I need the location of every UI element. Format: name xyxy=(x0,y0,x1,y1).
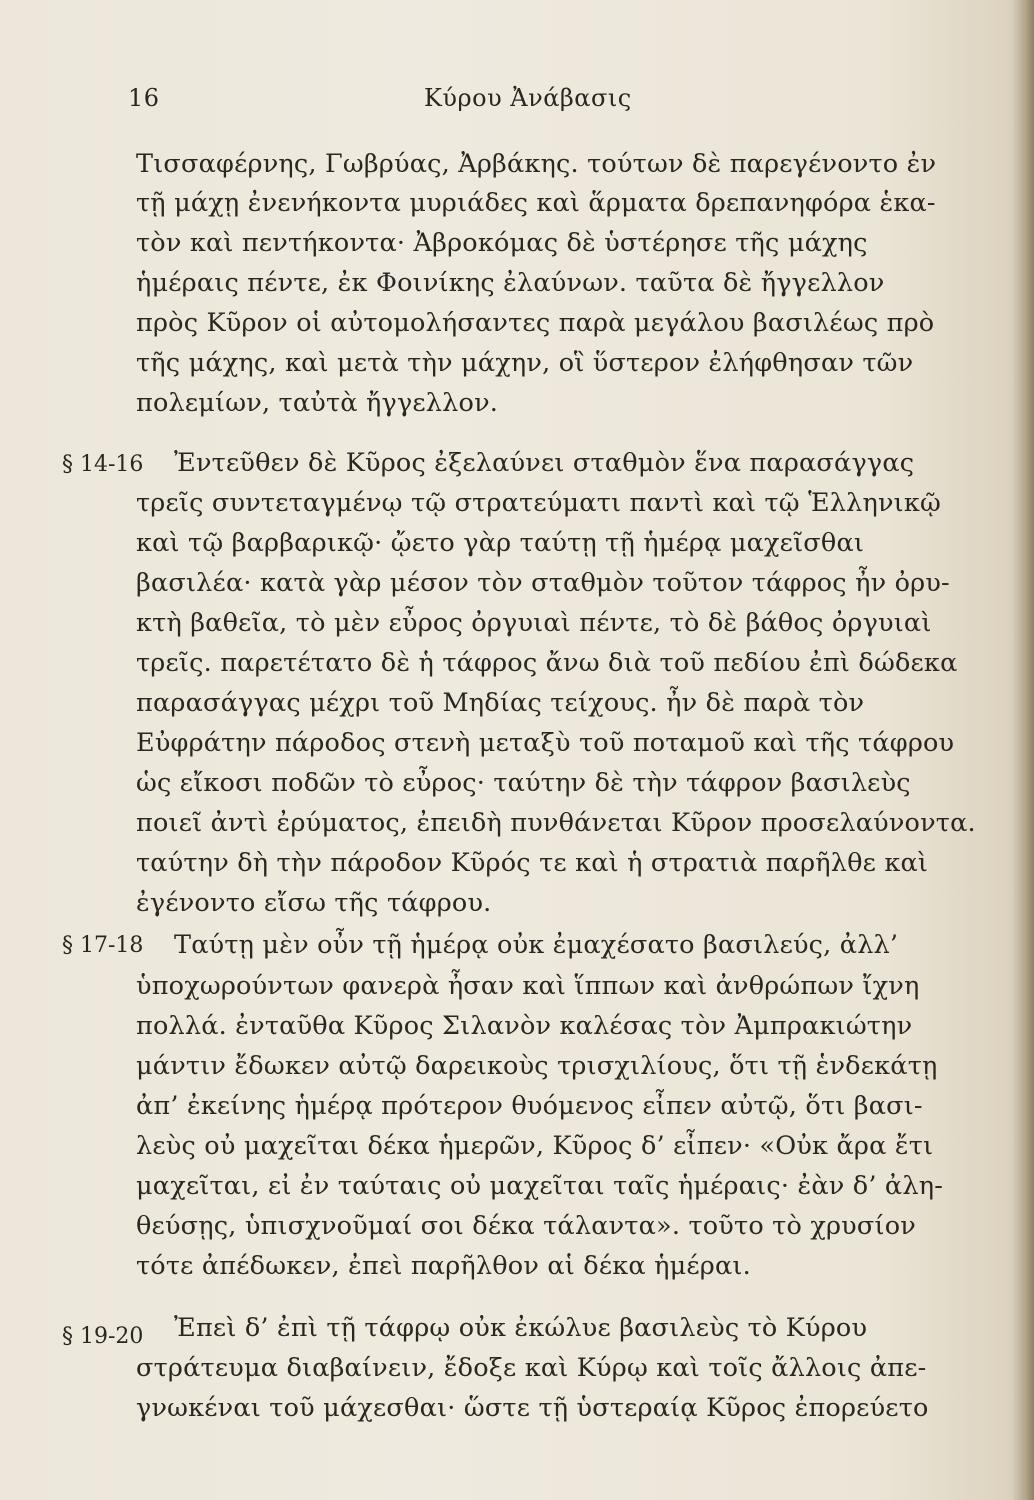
text-line: παρασάγγας μέχρι τοῦ Μηδίας τείχους. ἦν δὲ παρὰ τὸν xyxy=(136,688,865,718)
text-line: Εὐφράτην πάροδος στενὴ μεταξὺ τοῦ ποταμοῦ καὶ τῆς τάφρου xyxy=(136,728,955,758)
text-line: τῆς μάχης, καὶ μετὰ τὴν μάχην, οἳ ὕστερον ἐλήφθησαν τῶν xyxy=(136,348,914,378)
text-line: γνωκέναι τοῦ μάχεσθαι· ὥστε τῇ ὑστεραίᾳ Κῦρος ἐπορεύετο xyxy=(136,1393,929,1423)
section-marker: § 14-16 xyxy=(62,452,144,477)
page-number: 16 xyxy=(128,84,160,112)
text-line: τῇ μάχῃ ἐνενήκοντα μυριάδες καὶ ἅρματα δρεπανηφόρα ἑκα- xyxy=(136,188,936,218)
text-line: Ἐπεὶ δ’ ἐπὶ τῇ τάφρῳ οὐκ ἐκώλυε βασιλεὺς τὸ Κύρου xyxy=(174,1313,868,1343)
text-line: στράτευμα διαβαίνειν, ἔδοξε καὶ Κύρῳ καὶ τοῖς ἄλλοις ἀπε- xyxy=(136,1353,927,1383)
section-marker: § 19-20 xyxy=(62,1324,144,1349)
text-line: Τισσαφέρνης, Γωβρύας, Ἀρβάκης. τούτων δὲ παρεγένοντο ἐν xyxy=(136,149,937,179)
text-line: θεύσῃς, ὑπισχνοῦμαί σοι δέκα τάλαντα». τοῦτο τὸ χρυσίον xyxy=(136,1211,916,1241)
text-line: πρὸς Κῦρον οἱ αὐτομολήσαντες παρὰ μεγάλου βασιλέως πρὸ xyxy=(136,308,935,338)
text-line: ποιεῖ ἀντὶ ἐρύματος, ἐπειδὴ πυνθάνεται Κῦρον προσελαύνοντα. xyxy=(136,808,976,838)
text-line: Ταύτῃ μὲν οὖν τῇ ἡμέρᾳ οὐκ ἐμαχέσατο βασιλεύς, ἀλλ’ xyxy=(174,930,899,960)
text-line: κτὴ βαθεῖα, τὸ μὲν εὖρος ὀργυιαὶ πέντε, τὸ δὲ βάθος ὀργυιαὶ xyxy=(136,608,932,638)
section-marker: § 17-18 xyxy=(62,933,144,958)
text-line: λεὺς οὐ μαχεῖται δέκα ἡμερῶν, Κῦρος δ’ εἶπεν· «Οὐκ ἄρα ἔτι xyxy=(136,1131,934,1161)
text-line: μάντιν ἔδωκεν αὐτῷ δαρεικοὺς τρισχιλίους, ὅτι τῇ ἑνδεκάτῃ xyxy=(136,1051,938,1081)
text-line: ὑποχωρούντων φανερὰ ἦσαν καὶ ἵππων καὶ ἀνθρώπων ἴχνη xyxy=(136,971,920,1001)
text-line: Ἐντεῦθεν δὲ Κῦρος ἐξελαύνει σταθμὸν ἕνα παρασάγγας xyxy=(174,448,915,478)
text-line: τὸν καὶ πεντήκοντα· Ἀβροκόμας δὲ ὑστέρησε τῆς μάχης xyxy=(136,228,868,258)
text-line: ὡς εἴκοσι ποδῶν τὸ εὖρος· ταύτην δὲ τὴν τάφρον βασιλεὺς xyxy=(136,768,911,798)
text-line: πολεμίων, ταὐτὰ ἤγγελλον. xyxy=(136,388,499,418)
text-line: βασιλέα· κατὰ γὰρ μέσον τὸν σταθμὸν τοῦτον τάφρος ἦν ὀρυ- xyxy=(136,568,950,598)
text-line: μαχεῖται, εἰ ἐν ταύταις οὐ μαχεῖται ταῖς ἡμέραις· ἐὰν δ’ ἀλη- xyxy=(136,1171,944,1201)
text-line: τρεῖς. παρετέτατο δὲ ἡ τάφρος ἄνω διὰ τοῦ πεδίου ἐπὶ δώδεκα xyxy=(136,648,958,678)
page-header xyxy=(0,84,1034,118)
running-title: Κύρου Ἀνάβασις xyxy=(424,84,632,112)
text-line: ἀπ’ ἐκείνης ἡμέρᾳ πρότερον θυόμενος εἶπεν αὐτῷ, ὅτι βασι- xyxy=(136,1091,923,1121)
text-line: τρεῖς συντεταγμένῳ τῷ στρατεύματι παντὶ καὶ τῷ Ἑλληνικῷ xyxy=(136,488,941,518)
text-line: ἐγένοντο εἴσω τῆς τάφρου. xyxy=(136,888,492,918)
text-line: ἡμέραις πέντε, ἐκ Φοινίκης ἐλαύνων. ταῦτα δὲ ἤγγελλον xyxy=(136,268,885,298)
text-line: καὶ τῷ βαρβαρικῷ· ᾤετο γὰρ ταύτῃ τῇ ἡμέρᾳ μαχεῖσθαι xyxy=(136,528,865,558)
page-edge-shadow xyxy=(1012,0,1034,1500)
text-line: ταύτην δὴ τὴν πάροδον Κῦρός τε καὶ ἡ στρατιὰ παρῆλθε καὶ xyxy=(136,848,929,878)
text-line: πολλά. ἐνταῦθα Κῦρος Σιλανὸν καλέσας τὸν Ἀμπρακιώτην xyxy=(136,1011,913,1041)
text-line: τότε ἀπέδωκεν, ἐπεὶ παρῆλθον αἱ δέκα ἡμέραι. xyxy=(136,1251,751,1281)
